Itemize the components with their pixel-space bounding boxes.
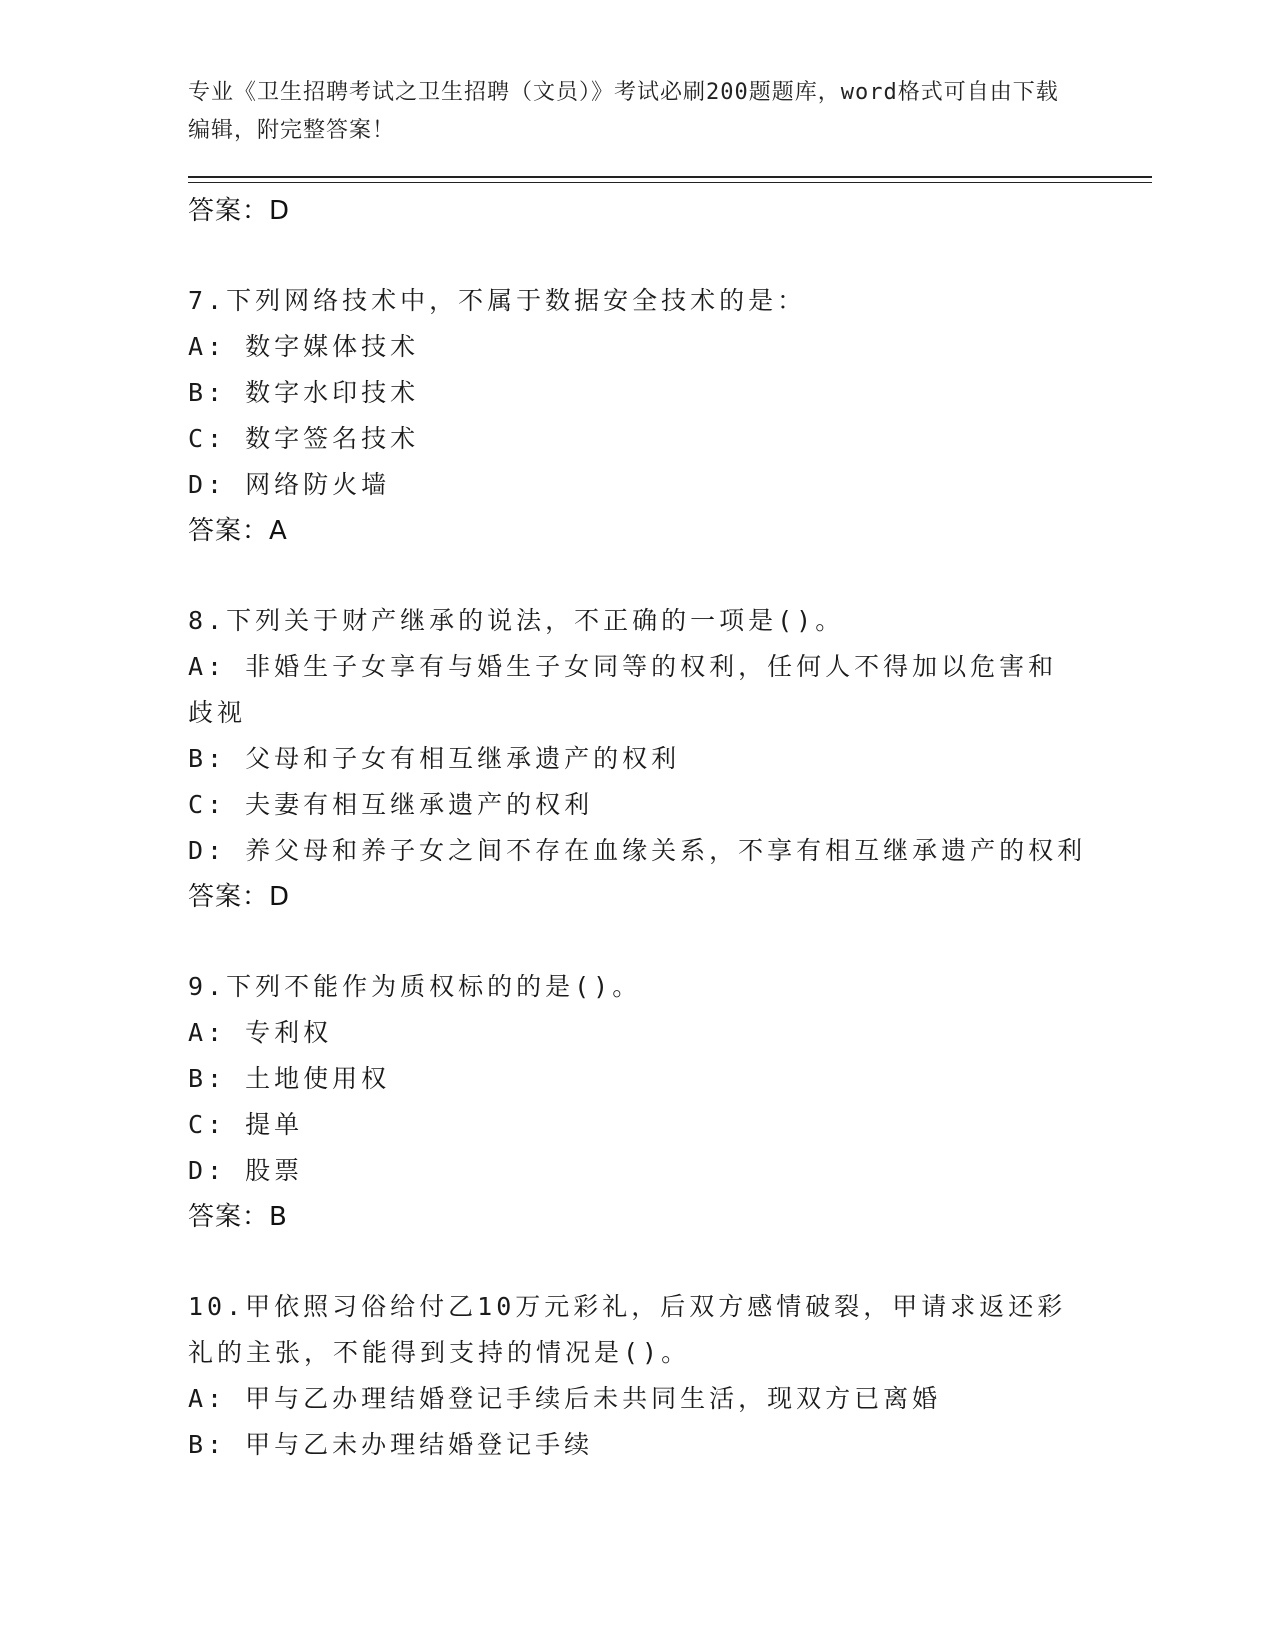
option-a: A: 数字媒体技术 xyxy=(188,332,420,361)
question-stem: 8.下列关于财产继承的说法，不正确的一项是()。 xyxy=(188,606,845,635)
question-stem: 7.下列网络技术中，不属于数据安全技术的是： xyxy=(188,286,807,315)
spacer xyxy=(188,554,1088,598)
question-10 xyxy=(188,1284,1088,1468)
option-b: B: 数字水印技术 xyxy=(188,378,420,407)
answer: 答案：A xyxy=(188,516,288,546)
option-c: C: 数字签名技术 xyxy=(188,424,420,453)
question-list xyxy=(188,188,1088,1468)
option-d: D: 股票 xyxy=(188,1156,304,1185)
answer: 答案：D xyxy=(188,882,291,912)
header-divider xyxy=(188,176,1152,178)
option-d: D: 网络防火墙 xyxy=(188,470,391,499)
option-a: A: 甲与乙办理结婚登记手续后未共同生活，现双方已离婚 xyxy=(188,1384,942,1413)
option-b: B: 甲与乙未办理结婚登记手续 xyxy=(188,1430,594,1459)
option-d: D: 养父母和养子女之间不存在血缘关系，不享有相互继承遗产的权利 xyxy=(188,836,1087,865)
question-stem: 9.下列不能作为质权标的的是()。 xyxy=(188,972,642,1001)
question-9 xyxy=(188,964,1088,1240)
option-b: B: 土地使用权 xyxy=(188,1064,391,1093)
answer: 答案：B xyxy=(188,1202,288,1232)
spacer xyxy=(188,234,1088,278)
question-stem: 10.甲依照习俗给付乙10万元彩礼，后双方感情破裂，甲请求返还彩礼的主张，不能得到支持的情况是()。 xyxy=(188,1292,1067,1367)
option-c: C: 夫妻有相互继承遗产的权利 xyxy=(188,790,594,819)
document-header: 专业《卫生招聘考试之卫生招聘（文员）》考试必刷200题题库，word格式可自由下载编辑，附完整答案！ xyxy=(188,80,1059,143)
question-7 xyxy=(188,278,1088,554)
question-8 xyxy=(188,598,1088,920)
option-b: B: 父母和子女有相互继承遗产的权利 xyxy=(188,744,681,773)
option-a: A: 专利权 xyxy=(188,1018,333,1047)
option-a: A: 非婚生子女享有与婚生子女同等的权利，任何人不得加以危害和歧视 xyxy=(188,652,1058,727)
option-c: C: 提单 xyxy=(188,1110,304,1139)
header-divider-secondary xyxy=(188,182,1152,183)
previous-answer: 答案：D xyxy=(188,196,291,226)
spacer xyxy=(188,1240,1088,1284)
spacer xyxy=(188,920,1088,964)
